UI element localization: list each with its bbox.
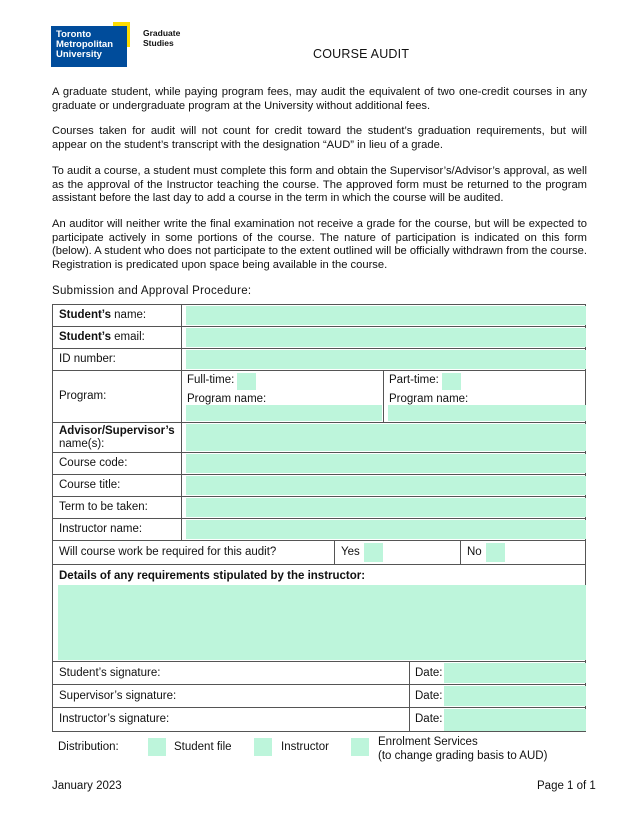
instructor-name-label: Instructor name: <box>59 523 143 535</box>
logo-line: University <box>56 49 102 60</box>
program-name-ft-label: Program name: <box>187 393 267 405</box>
row-divider <box>53 370 585 371</box>
intro-paragraph: An auditor will neither write the final examination not receive a grade for the course, but will be expected to participate actively in some portions of the course. The nature of participation is indicated on this form (below). A student who does not participate to the extent outlined will be officially withdrawn from the course. Registration is predicated upon space being available in the course. <box>52 218 587 271</box>
student-file-checkbox[interactable] <box>148 738 166 756</box>
row-divider <box>53 326 585 327</box>
student-email-label <box>59 331 145 343</box>
full-time-label: Full-time: <box>187 374 235 386</box>
supervisor-signature-label: Supervisor’s signature: <box>59 690 177 702</box>
column-divider <box>383 370 384 422</box>
student-name-label <box>59 309 146 321</box>
logo-line: Toronto <box>56 29 92 40</box>
column-divider <box>334 540 335 564</box>
column-divider <box>460 540 461 564</box>
page-number: Page 1 of 1 <box>537 780 596 792</box>
student-name-field[interactable] <box>186 306 586 325</box>
program-name-pt-field[interactable] <box>388 405 586 421</box>
course-code-label: Course code: <box>59 457 128 469</box>
instructor-signature-label: Instructor’s signature: <box>59 713 170 725</box>
column-divider <box>181 305 182 540</box>
program-name-ft-field[interactable] <box>186 405 382 421</box>
program-label: Program: <box>59 390 107 402</box>
logo-subtitle <box>143 28 180 48</box>
term-field[interactable] <box>186 498 586 517</box>
part-time-checkbox[interactable] <box>442 373 461 390</box>
row-divider <box>53 452 585 453</box>
enrolment-line: Enrolment Services <box>378 736 478 748</box>
footer-date: January 2023 <box>52 780 122 792</box>
student-email-field[interactable] <box>186 328 586 347</box>
date-label: Date: <box>415 713 443 725</box>
date-label: Date: <box>415 667 443 679</box>
logo-sub-line: Studies <box>143 38 174 48</box>
label-rest: email: <box>110 331 145 343</box>
date-label: Date: <box>415 690 443 702</box>
row-divider <box>53 684 585 685</box>
instructor-date-field[interactable] <box>444 709 586 731</box>
row-divider <box>53 422 585 423</box>
supervisor-date-field[interactable] <box>444 686 586 706</box>
details-field[interactable] <box>58 585 586 660</box>
intro-paragraph: A graduate student, while paying program fees, may audit the equivalent of two one-credit courses in any graduate or undergraduate program at the University without additional fees. <box>52 86 587 112</box>
intro-paragraph: To audit a course, a student must complete this form and obtain the Supervisor’s/Advisor’s approval, as well as the approval of the Instructor teaching the course. The approved form must be returned to the program assistant before the last day to add a course in the term in which the course will be audited. <box>52 165 587 204</box>
id-number-field[interactable] <box>186 350 586 369</box>
course-title-field[interactable] <box>186 476 586 495</box>
enrolment-services-label <box>378 735 547 763</box>
university-logo <box>51 26 127 67</box>
term-label: Term to be taken: <box>59 501 148 513</box>
label-bold: Student’s <box>59 309 111 321</box>
column-divider <box>409 661 410 732</box>
row-divider <box>53 474 585 475</box>
instructor-name-field[interactable] <box>186 520 586 539</box>
yes-label: Yes <box>341 546 360 558</box>
part-time-label: Part-time: <box>389 374 439 386</box>
course-code-field[interactable] <box>186 454 586 473</box>
no-checkbox[interactable] <box>486 543 505 562</box>
row-divider <box>53 661 585 662</box>
row-divider <box>53 518 585 519</box>
logo-line: Metropolitan <box>56 39 113 50</box>
student-signature-label: Student’s signature: <box>59 667 161 679</box>
row-divider <box>53 707 585 708</box>
row-divider <box>53 564 585 565</box>
label-rest: name: <box>110 309 147 321</box>
id-number-label: ID number: <box>59 353 116 365</box>
enrolment-line: (to change grading basis to AUD) <box>378 750 548 762</box>
advisor-label-rest: name(s): <box>59 438 105 450</box>
instructor-label: Instructor <box>281 741 329 753</box>
details-label: Details of any requirements stipulated by the instructor: <box>59 570 366 582</box>
course-work-question: Will course work be required for this audit? <box>59 546 277 558</box>
intro-paragraph: Courses taken for audit will not count for credit toward the student’s graduation requirements, but will appear on the student’s transcript with the designation “AUD” in lieu of a grade. <box>52 125 587 151</box>
label-bold: Student’s <box>59 331 111 343</box>
yes-checkbox[interactable] <box>364 543 383 562</box>
student-file-label: Student file <box>174 741 232 753</box>
no-label: No <box>467 546 482 558</box>
course-title-label: Course title: <box>59 479 121 491</box>
row-divider <box>53 496 585 497</box>
logo-sub-line: Graduate <box>143 28 181 38</box>
procedure-heading: Submission and Approval Procedure: <box>52 285 252 297</box>
program-name-pt-label: Program name: <box>389 393 469 405</box>
row-divider <box>53 540 585 541</box>
student-date-field[interactable] <box>444 663 586 683</box>
full-time-checkbox[interactable] <box>237 373 256 390</box>
advisor-label: Advisor/Supervisor’s <box>59 425 175 437</box>
distribution-label: Distribution: <box>58 741 119 753</box>
document-title: COURSE AUDIT <box>313 47 410 61</box>
advisor-field[interactable] <box>186 424 586 451</box>
audit-form <box>52 304 586 732</box>
instructor-checkbox[interactable] <box>254 738 272 756</box>
row-divider <box>53 348 585 349</box>
enrolment-services-checkbox[interactable] <box>351 738 369 756</box>
